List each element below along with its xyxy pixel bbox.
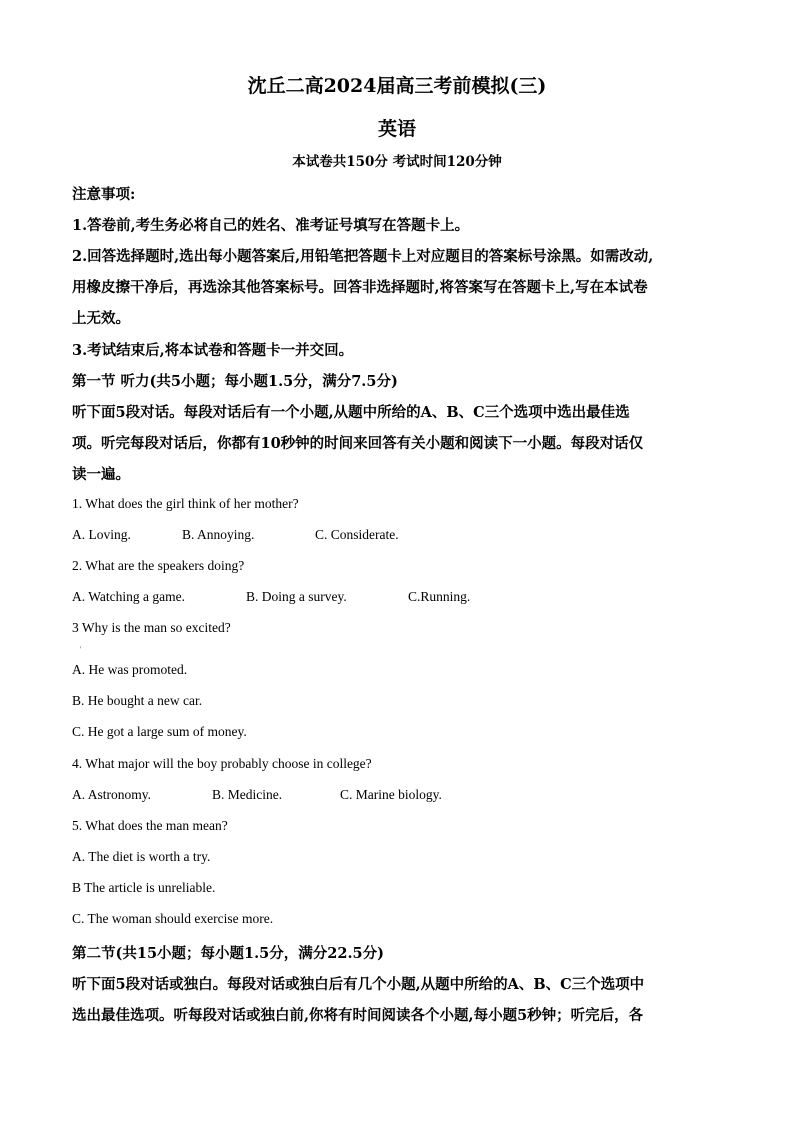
exam-info: 本试卷共150分 考试时间120分钟 [292,154,502,170]
section2-heading: 第二节(共15小题；每小题1.5分，满分22.5分) [72,945,384,962]
question-2-option-b: B. Doing a survey. [246,589,347,604]
question-1-option-c: C. Considerate. [315,527,399,542]
section2-instruction-line-2: 选出最佳选项。听每段对话或独白前,你将有时间阅读各个小题,每小题5秒钟；听完后，各 [72,1007,644,1024]
section2-instruction-line-1: 听下面5段对话或独白。每段对话或独白后有几个小题,从题中所给的A、B、C三个选项中 [72,976,645,993]
question-3-option-c: C. He got a large sum of money. [72,724,247,739]
question-2-option-a: A. Watching a game. [72,589,186,604]
question-3-stem: 3 Why is the man so excited? [72,620,231,635]
notes-heading: 注意事项: [72,186,136,203]
question-4-option-a: A. Astronomy. [72,787,152,802]
subject-title: 英语 [377,118,416,140]
note-item-3: 3.考试结束后,将本试卷和答题卡一并交回。 [72,342,354,359]
question-5-option-a: A. The diet is worth a try. [72,849,211,864]
section1-heading: 第一节 听力(共5小题；每小题1.5分，满分7.5分) [72,373,398,390]
question-1-stem: 1. What does the girl think of her mother? [72,496,299,511]
question-3-option-a: A. He was promoted. [72,662,188,677]
stray-mark: ' [80,645,82,654]
question-1-option-a: A. Loving. [72,527,131,542]
question-1-option-b: B. Annoying. [182,527,255,542]
question-4-stem: 4. What major will the boy probably choose in college? [72,756,372,771]
question-5-option-c: C. The woman should exercise more. [72,911,274,926]
section1-instruction-line-3: 读一遍。 [72,466,130,483]
note-item-2-line-1: 2.回答选择题时,选出每小题答案后,用铅笔把答题卡上对应题目的答案标号涂黑。如需改动, [72,248,654,265]
note-item-1: 1.答卷前,考生务必将自己的姓名、准考证号填写在答题卡上。 [72,217,470,234]
exam-title: 沈丘二高2024届高三考前模拟(三) [247,75,547,97]
section1-instruction-line-1: 听下面5段对话。每段对话后有一个小题,从题中所给的A、B、C三个选项中选出最佳选 [72,404,630,421]
note-item-2-line-2: 用橡皮擦干净后，再选涂其他答案标号。回答非选择题时,将答案写在答题卡上,写在本试卷 [72,279,648,296]
note-item-2-line-3: 上无效。 [72,310,130,327]
question-4-option-b: B. Medicine. [212,787,283,802]
question-5-stem: 5. What does the man mean? [72,818,228,833]
question-2-option-c: C.Running. [408,589,471,604]
question-5-option-b: B The article is unreliable. [72,880,216,895]
section1-instruction-line-2: 项。听完每段对话后，你都有10秒钟的时间来回答有关小题和阅读下一小题。每段对话仅 [72,435,644,452]
question-3-option-b: B. He bought a new car. [72,693,203,708]
question-2-stem: 2. What are the speakers doing? [72,558,245,573]
question-4-option-c: C. Marine biology. [340,787,442,802]
